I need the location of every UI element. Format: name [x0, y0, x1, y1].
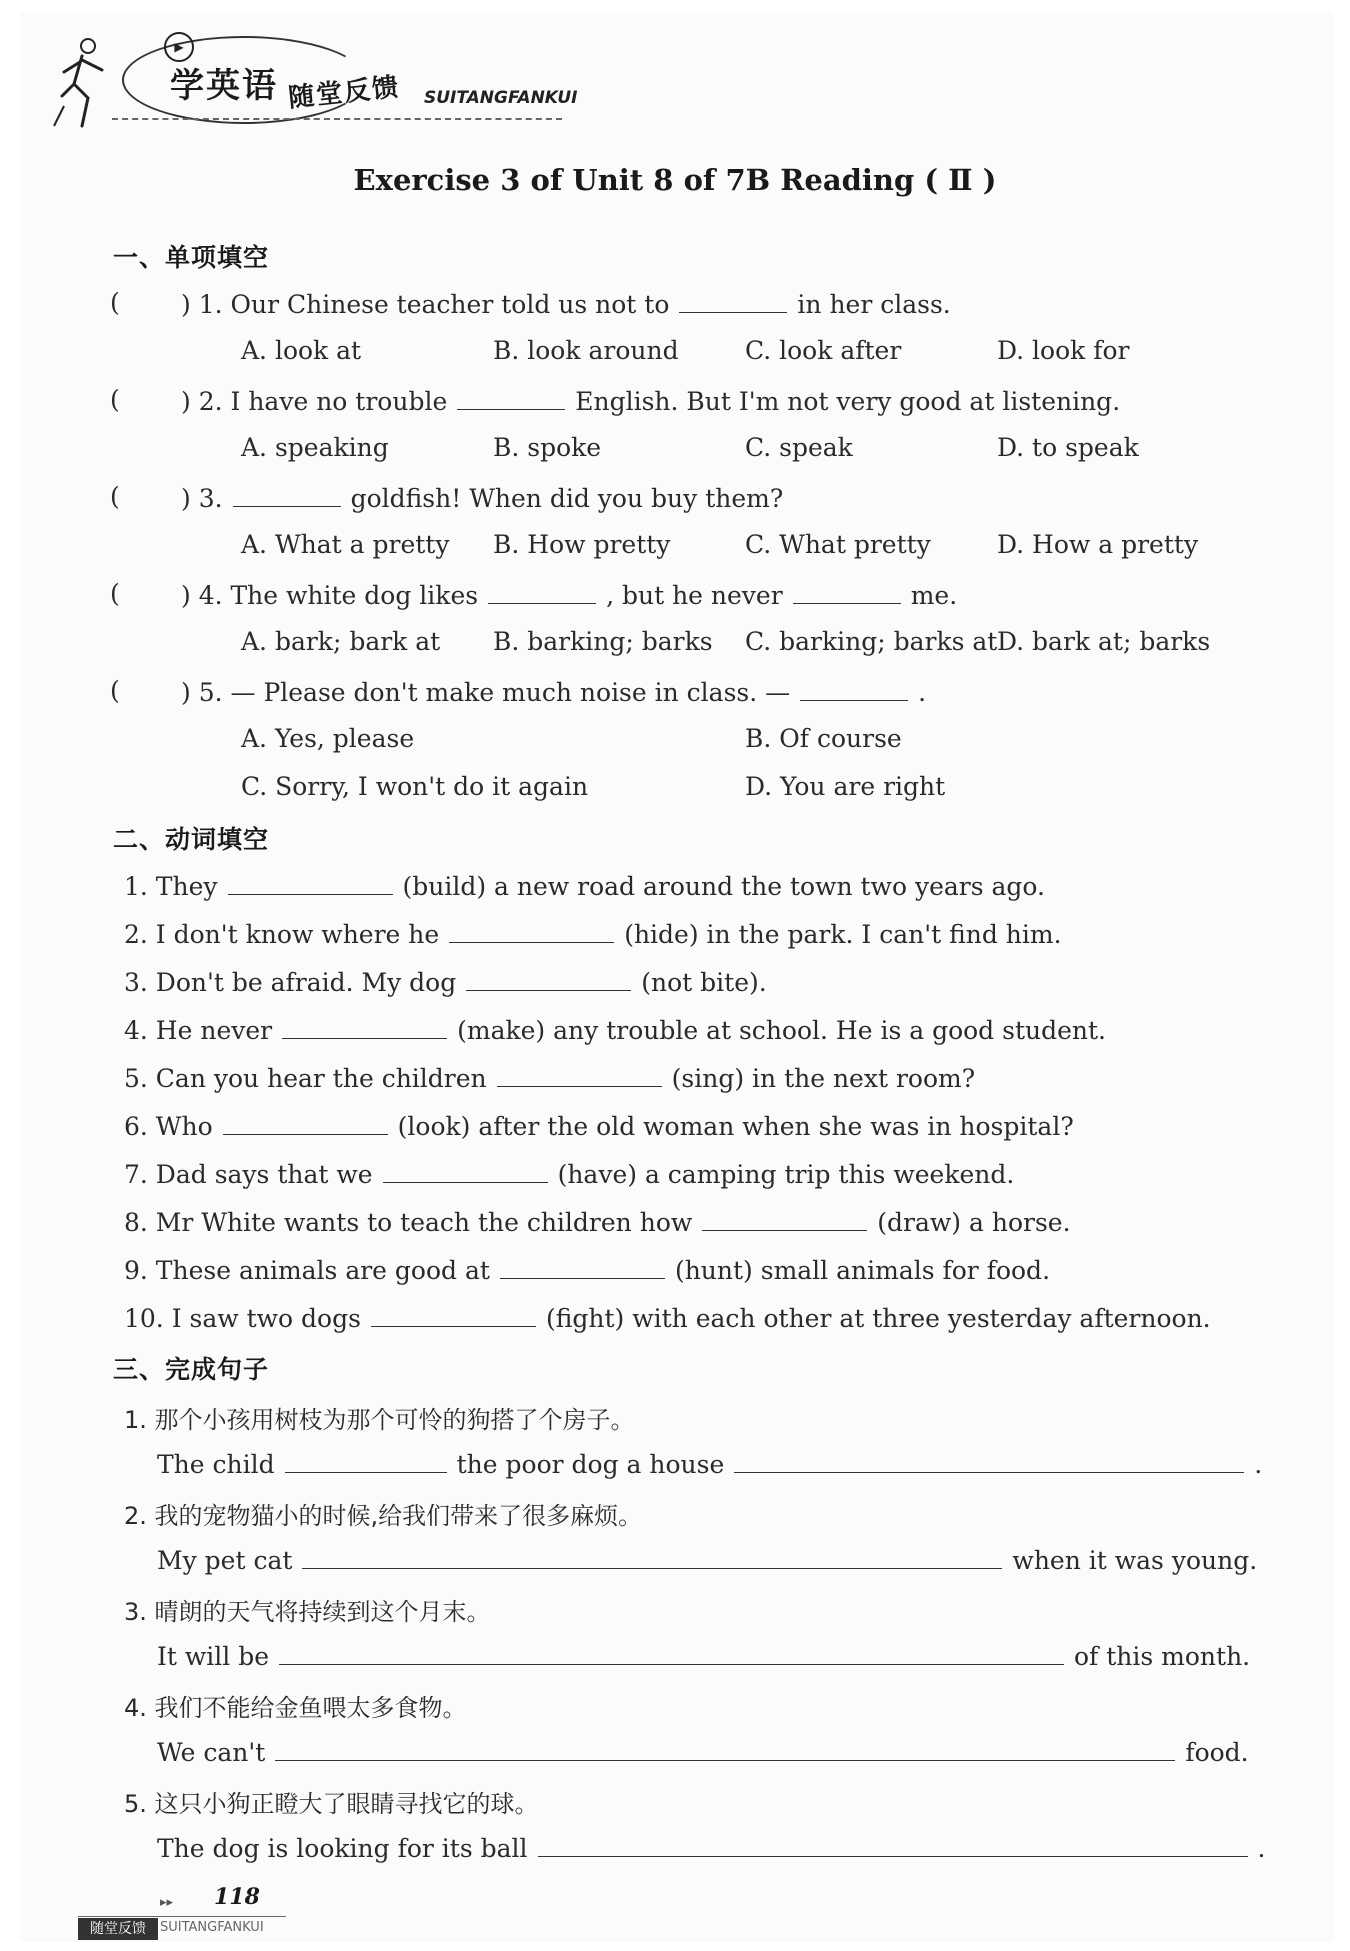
verb-item-text: 9. These animals are good at [124, 1256, 490, 1285]
verb-item-10 [124, 1302, 1211, 1333]
translate-en-3 [157, 1640, 1250, 1671]
q2-option-a: A. speaking [241, 433, 389, 462]
verb-item-text: 5. Can you hear the children [124, 1064, 487, 1093]
verb-item-2 [124, 918, 1062, 949]
q4-stem-a: ) 4. The white dog likes [181, 581, 479, 610]
sentence-blank-5[interactable] [538, 1832, 1248, 1857]
q4-option-b: B. barking; barks [493, 627, 713, 656]
verb-item-text: 2. I don't know where he [124, 920, 440, 949]
verb-item-text: (build) a new road around the town two years ago. [402, 872, 1045, 901]
sentence-blank-3[interactable] [279, 1640, 1064, 1665]
verb-item-7 [124, 1158, 1014, 1189]
sentence-text: . [1257, 1834, 1266, 1863]
q3-stem-a: ) 3. [181, 484, 223, 513]
q5-option-c: C. Sorry, I won't do it again [241, 772, 589, 801]
q2-blank[interactable] [457, 385, 565, 410]
q3-option-c: C. What pretty [745, 530, 931, 559]
verb-blank-8[interactable] [702, 1206, 867, 1231]
verb-item-text: 6. Who [124, 1112, 213, 1141]
verb-item-text: (hunt) small animals for food. [674, 1256, 1051, 1285]
verb-item-text: (make) any trouble at school. He is a good student. [457, 1016, 1106, 1045]
sentence-text: food. [1185, 1738, 1249, 1767]
sentence-text: when it was young. [1012, 1546, 1258, 1575]
translate-cn-3: 3. 晴朗的天气将持续到这个月末。 [124, 1598, 491, 1626]
verb-item-3 [124, 966, 767, 997]
mc-question-2 [181, 385, 1120, 416]
sentence-blank-4[interactable] [275, 1736, 1175, 1761]
verb-blank-5[interactable] [497, 1062, 662, 1087]
verb-item-text: 10. I saw two dogs [124, 1304, 361, 1333]
logo-english-text: SUITANGFANKUI [424, 88, 578, 108]
verb-blank-3[interactable] [466, 966, 631, 991]
mc-question-5 [181, 676, 926, 707]
footer-badge: 随堂反馈 [78, 1918, 158, 1940]
sentence-blank-1a[interactable] [285, 1448, 447, 1473]
q5-stem-b: . [918, 678, 927, 707]
play-icon: ▶ [164, 32, 194, 62]
verb-item-text: (sing) in the next room? [671, 1064, 976, 1093]
sentence-text: the poor dog a house [456, 1450, 725, 1479]
answer-paren-open: ( [110, 676, 120, 705]
verb-item-text: 1. They [124, 872, 218, 901]
q5-stem-a: ) 5. — Please don't make much noise in class. — [181, 678, 791, 707]
q3-stem-b: goldfish! When did you buy them? [350, 484, 784, 513]
verb-item-text: (fight) with each other at three yesterday afternoon. [545, 1304, 1211, 1333]
verb-blank-9[interactable] [500, 1254, 665, 1279]
q3-option-a: A. What a pretty [241, 530, 450, 559]
translate-en-4 [157, 1736, 1249, 1767]
section2-heading: 二、动词填空 [113, 825, 270, 854]
verb-item-text: 3. Don't be afraid. My dog [124, 968, 457, 997]
translate-cn-1: 1. 那个小孩用树枝为那个可怜的狗搭了个房子。 [124, 1406, 635, 1434]
sentence-blank-1b[interactable] [734, 1448, 1244, 1473]
q2-stem-a: ) 2. I have no trouble [181, 387, 448, 416]
verb-item-text: (have) a camping trip this weekend. [557, 1160, 1015, 1189]
sentence-text: We can't [157, 1738, 266, 1767]
translate-en-1 [157, 1448, 1262, 1479]
verb-item-text: 4. He never [124, 1016, 273, 1045]
translate-en-5 [157, 1832, 1265, 1863]
page-number: 118 [214, 1884, 260, 1910]
verb-item-text: (hide) in the park. I can't find him. [624, 920, 1062, 949]
q4-option-a: A. bark; bark at [241, 627, 441, 656]
q5-blank[interactable] [800, 676, 908, 701]
q1-stem-a: ) 1. Our Chinese teacher told us not to [181, 290, 670, 319]
q3-option-b: B. How pretty [493, 530, 671, 559]
verb-item-text: 8. Mr White wants to teach the children how [124, 1208, 693, 1237]
translate-en-2 [157, 1544, 1257, 1575]
verb-item-8 [124, 1206, 1071, 1237]
q4-blank-2[interactable] [793, 579, 901, 604]
q1-option-b: B. look around [493, 336, 679, 365]
verb-item-6 [124, 1110, 1074, 1141]
section1-heading: 一、单项填空 [113, 243, 270, 272]
q4-option-c: C. barking; barks at [745, 627, 998, 656]
answer-paren-open: ( [110, 482, 120, 511]
q5-option-b: B. Of course [745, 724, 902, 753]
mc-question-4 [181, 579, 957, 610]
verb-blank-7[interactable] [383, 1158, 548, 1183]
translate-cn-4: 4. 我们不能给金鱼喂太多食物。 [124, 1694, 467, 1722]
q4-blank-1[interactable] [488, 579, 596, 604]
mc-question-3 [181, 482, 783, 513]
mc-question-1 [181, 288, 951, 319]
q1-blank[interactable] [679, 288, 787, 313]
answer-paren-open: ( [110, 579, 120, 608]
verb-item-1 [124, 870, 1045, 901]
q2-option-c: C. speak [745, 433, 853, 462]
answer-paren-open: ( [110, 385, 120, 414]
q2-option-d: D. to speak [997, 433, 1139, 462]
logo-main-text: 学英语 [170, 66, 278, 106]
logo-dashed-line [112, 118, 562, 120]
header-logo [52, 30, 578, 130]
verb-item-9 [124, 1254, 1050, 1285]
verb-item-text: 7. Dad says that we [124, 1160, 373, 1189]
q2-stem-b: English. But I'm not very good at listening. [575, 387, 1121, 416]
verb-item-text: (look) after the old woman when she was in hospital? [397, 1112, 1074, 1141]
verb-blank-4[interactable] [282, 1014, 447, 1039]
sentence-text: The child [157, 1450, 275, 1479]
verb-item-4 [124, 1014, 1106, 1045]
verb-item-5 [124, 1062, 975, 1093]
q3-blank[interactable] [233, 482, 341, 507]
sentence-text: . [1254, 1450, 1263, 1479]
sentence-text: My pet cat [157, 1546, 293, 1575]
footer-english-text: SUITANGFANKUI [160, 1920, 264, 1935]
q1-option-a: A. look at [241, 336, 362, 365]
verb-blank-10[interactable] [371, 1302, 536, 1327]
verb-blank-1[interactable] [228, 870, 393, 895]
translate-cn-2: 2. 我的宠物猫小的时候,给我们带来了很多麻烦。 [124, 1502, 643, 1530]
verb-blank-6[interactable] [223, 1110, 388, 1135]
runner-icon [52, 36, 122, 128]
q4-stem-b: , but he never [606, 581, 783, 610]
q3-option-d: D. How a pretty [997, 530, 1199, 559]
q5-option-d: D. You are right [745, 772, 946, 801]
q2-option-b: B. spoke [493, 433, 602, 462]
logo-sub-text: 随堂反馈 [287, 72, 402, 114]
sentence-blank-2[interactable] [302, 1544, 1002, 1569]
q1-option-d: D. look for [997, 336, 1130, 365]
verb-item-text: (not bite). [641, 968, 767, 997]
sentence-text: It will be [157, 1642, 269, 1671]
page-arrow-icon: ▸▸ [160, 1895, 174, 1910]
q1-stem-b: in her class. [797, 290, 951, 319]
translate-cn-5: 5. 这只小狗正瞪大了眼睛寻找它的球。 [124, 1790, 539, 1818]
sentence-text: of this month. [1074, 1642, 1251, 1671]
footer-rule [78, 1916, 286, 1917]
sentence-text: The dog is looking for its ball [157, 1834, 528, 1863]
answer-paren-open: ( [110, 288, 120, 317]
section3-heading: 三、完成句子 [113, 1355, 270, 1384]
verb-blank-2[interactable] [449, 918, 614, 943]
q4-option-d: D. bark at; barks [997, 627, 1211, 656]
q4-stem-c: me. [910, 581, 958, 610]
exercise-title: Exercise 3 of Unit 8 of 7B Reading ( Ⅱ ) [353, 163, 997, 197]
q1-option-c: C. look after [745, 336, 902, 365]
verb-item-text: (draw) a horse. [877, 1208, 1071, 1237]
q5-option-a: A. Yes, please [241, 724, 415, 753]
